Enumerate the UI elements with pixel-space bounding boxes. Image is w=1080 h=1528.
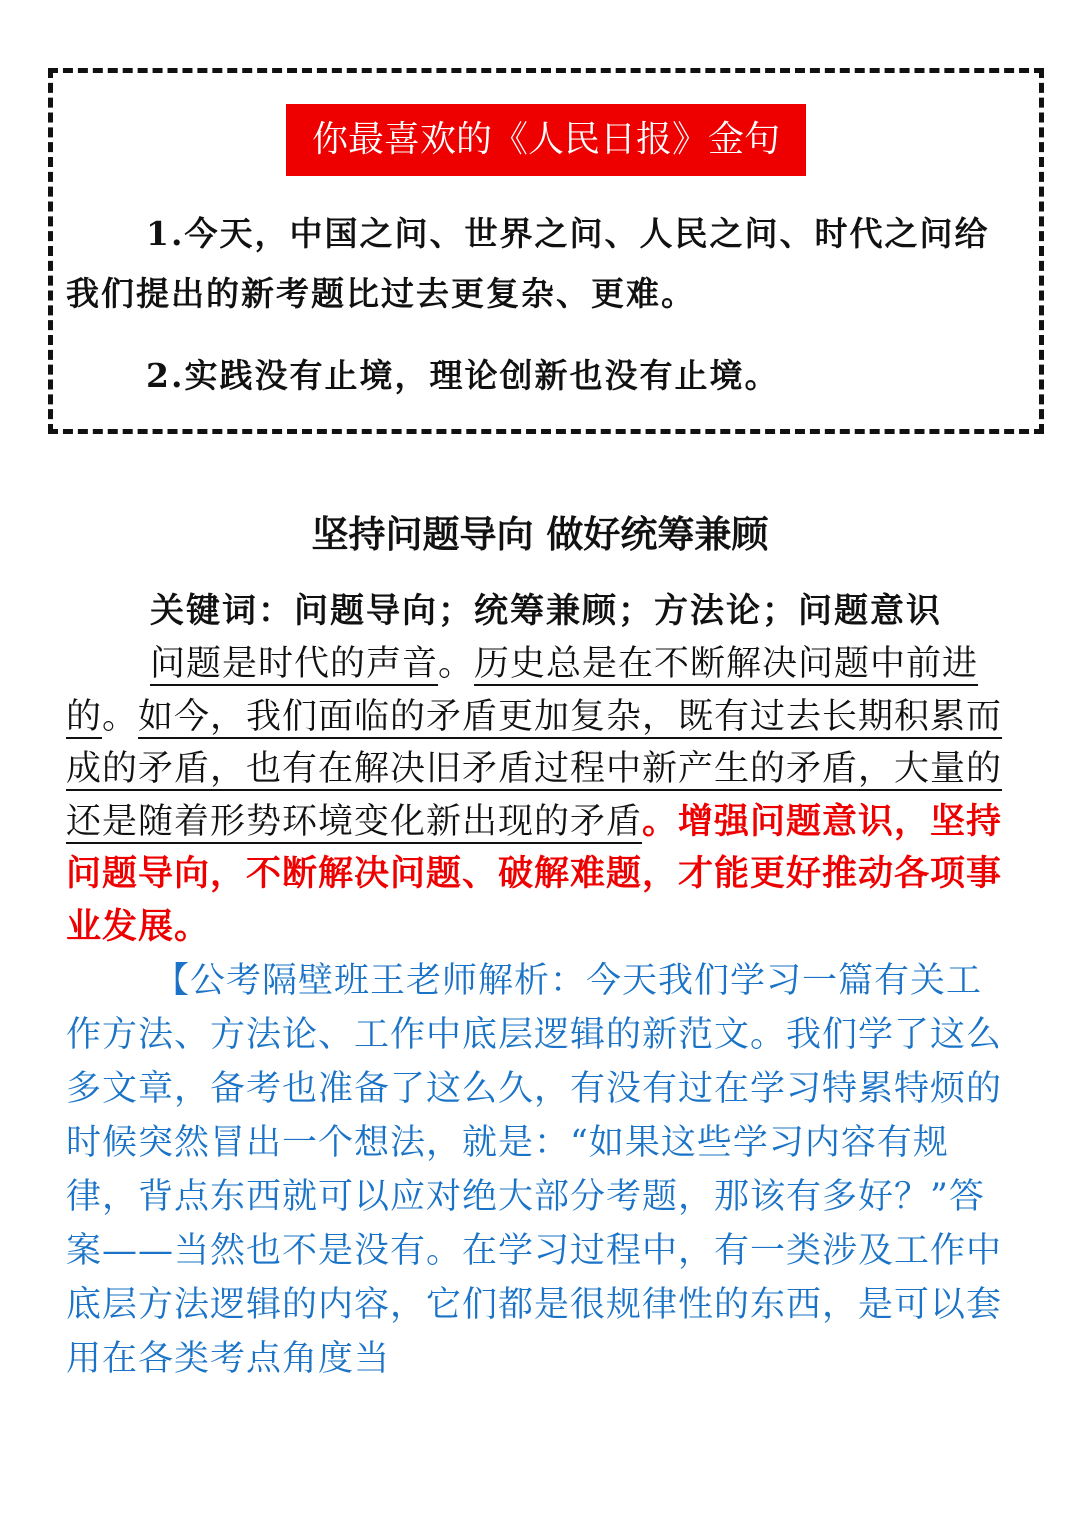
- underlined-sentence: 问题是时代的声音: [150, 644, 439, 684]
- punctuation: 。: [438, 644, 475, 684]
- article-keywords: 关键词：问题导向；统筹兼顾；方法论；问题意识: [150, 591, 942, 631]
- quote-item-2: 2.实践没有止境，理论创新也没有止境。: [146, 356, 780, 395]
- quote-banner: 你最喜欢的《人民日报》金句: [286, 104, 806, 176]
- highlighted-conclusion: 。增强问题意识，坚持问题导向，不断解决问题、破解难题，才能更好推动各项事业发展。: [66, 800, 1003, 947]
- punctuation: 。: [102, 696, 139, 737]
- article-title: 坚持问题导向 做好统筹兼顾: [311, 513, 769, 556]
- teacher-analysis: 【公考隔壁班王老师解析：今天我们学习一篇有关工作方法、方法论、工作中底层逻辑的新范文。我们学了这么多文章，备考也准备了这么久，有没有过在学习特累特烦的时候突然冒出一个想法，就是：“如果这些学习内容有规律，背点东西就可以应对绝大部分考题，那该有多好？”答案——当然也不是没有。在学习过程中，有一类涉及工作中底层方法逻辑的内容，它们都是很规律性的东西，是可以套用在各类考点角度当: [66, 961, 1003, 1379]
- underlined-sentence: 如今，我们面临的矛盾更加复杂，既有过去长期积累而成的矛盾，也有在解决旧矛盾过程中新产生的矛盾，大量的还是随着形势环境变化新出现的矛盾: [66, 696, 1003, 842]
- quote-item-1: 1.今天，中国之问、世界之问、人民之问、时代之问给我们提出的新考题比过去更复杂、更难。: [66, 214, 990, 313]
- underlined-sentence: 历史总是在不断解决问题中前进的: [66, 644, 979, 737]
- article-body-paragraph: [66, 638, 1016, 953]
